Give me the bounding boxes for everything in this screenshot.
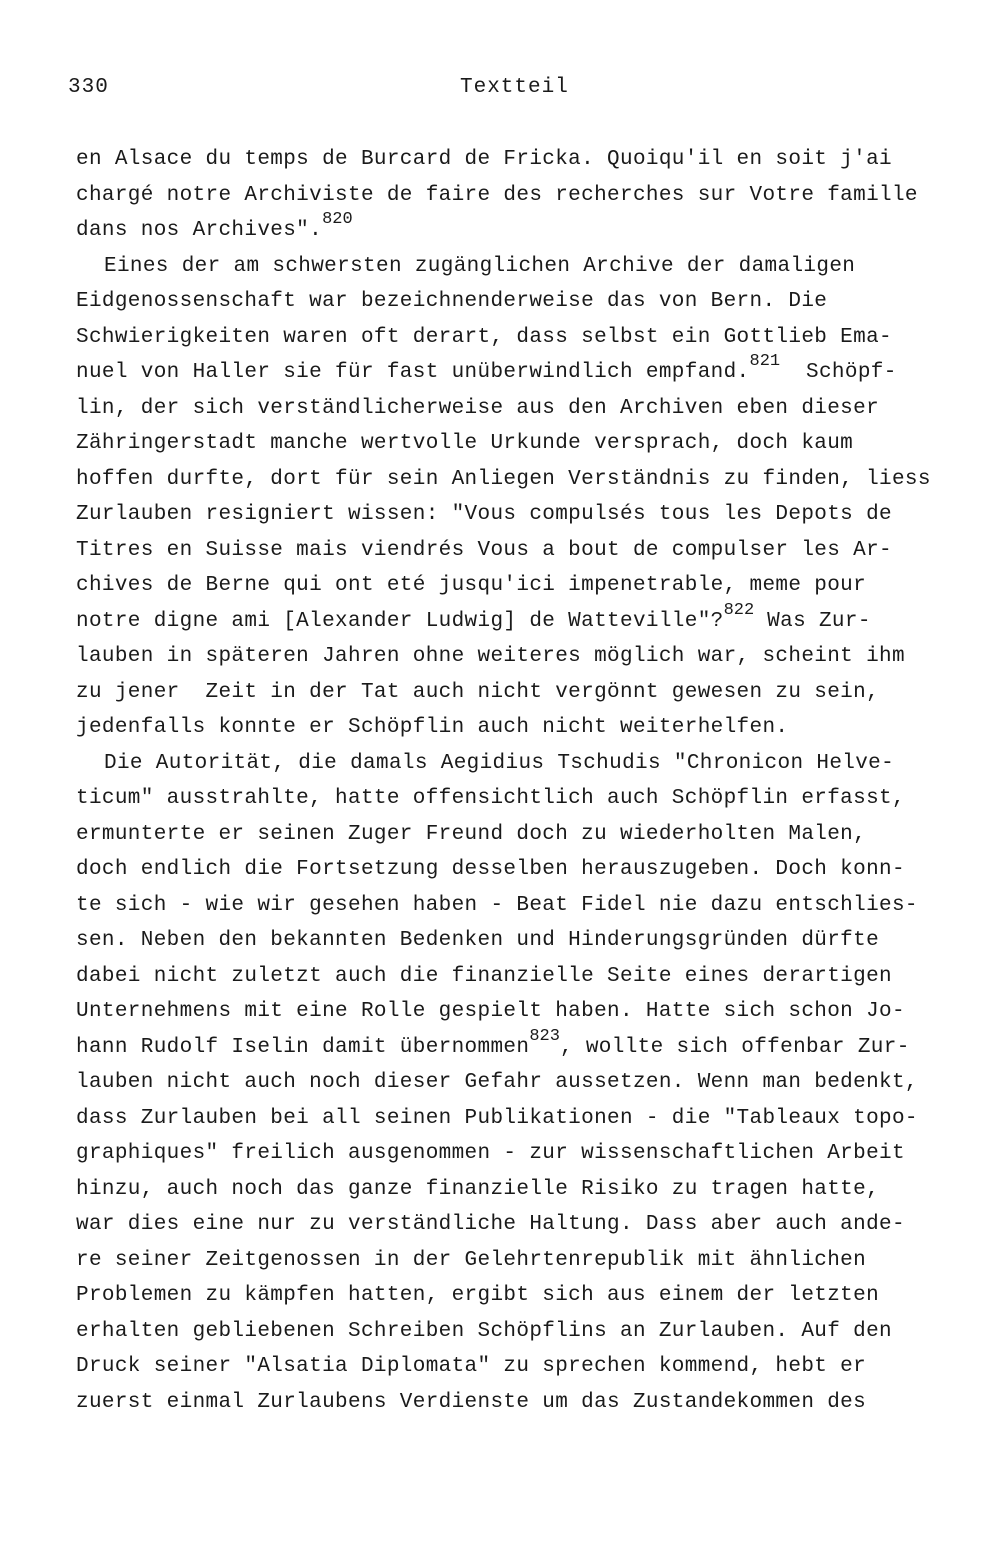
line-text: nuel von Haller sie für fast unüberwindlich empfand. [76, 361, 750, 384]
text-line [76, 1026, 976, 1066]
text-line [76, 1349, 976, 1385]
text-line [76, 600, 976, 640]
text-line [76, 1101, 976, 1137]
text-line [76, 1314, 976, 1350]
text-line [76, 1136, 976, 1172]
line-text: doch endlich die Fortsetzung desselben herauszugeben. Doch konn- [76, 858, 905, 881]
text-line [76, 746, 976, 782]
text-line [76, 1385, 976, 1421]
line-text: erhalten gebliebenen Schreiben Schöpflins an Zurlauben. Auf den [76, 1319, 892, 1343]
line-text: Zähringerstadt manche wertvolle Urkunde versprach, doch kaum [76, 432, 854, 455]
text-line [76, 142, 976, 178]
line-text: chargé notre Archiviste de faire des recherches sur Votre famille [76, 183, 918, 207]
text-line [76, 1278, 976, 1314]
line-text: Problemen zu kämpfen hatten, ergibt sich aus einem der letzten [76, 1284, 880, 1307]
footnote-reference: 823 [529, 1026, 560, 1046]
line-text: hinzu, auch noch das ganze finanzielle Risiko zu tragen hatte, [76, 1177, 880, 1201]
line-text: hoffen durfte, dort für sein Anliegen Verständnis zu finden, liess [76, 467, 931, 491]
text-line [76, 249, 976, 285]
line-text: te sich - wie wir gesehen haben - Beat Fidel nie dazu entschlies- [76, 893, 918, 917]
running-head: Textteil [460, 76, 569, 99]
text-line [76, 923, 976, 959]
line-text: war dies eine nur zu verständliche Haltung. Dass aber auch ande- [76, 1213, 905, 1236]
line-text-continuation: Schöpf- [780, 361, 897, 384]
text-line [76, 210, 976, 249]
line-text-continuation: , wollte sich offenbar Zur- [559, 1035, 910, 1059]
line-text: Druck seiner "Alsatia Diplomata" zu sprechen kommend, hebt er [76, 1355, 867, 1378]
line-text: sen. Neben den bekannten Bedenken und Hinderungsgründen dürfte [76, 929, 880, 952]
line-text: Unternehmens mit eine Rolle gespielt haben. Hatte sich schon Jo- [76, 1000, 905, 1023]
text-line [76, 959, 976, 995]
text-line [76, 675, 976, 711]
text-line [76, 852, 976, 888]
text-line [76, 639, 976, 675]
line-text: lauben nicht auch noch dieser Gefahr aussetzen. Wenn man bedenkt, [76, 1071, 918, 1094]
text-line [76, 497, 976, 533]
line-text: Eidgenossenschaft war bezeichnenderweise das von Bern. Die [76, 290, 828, 313]
line-text-continuation: Was Zur- [754, 609, 871, 633]
text-line [76, 888, 976, 924]
footnote-reference: 821 [749, 352, 781, 371]
line-text: ermunterte er seinen Zuger Freund doch zu wiederholten Malen, [76, 822, 867, 846]
text-line [76, 533, 976, 569]
line-text: lin, der sich verständlicherweise aus den Archiven eben dieser [76, 396, 880, 420]
line-text: jedenfalls konnte er Schöpflin auch nicht weiterhelfen. [76, 716, 789, 739]
text-line [76, 284, 976, 320]
text-line [76, 1172, 976, 1208]
line-text: hann Rudolf Iselin damit übernommen [76, 1035, 530, 1059]
line-text: dans nos Archives". [76, 219, 323, 242]
text-line [76, 994, 976, 1030]
line-text: notre digne ami [Alexander Ludwig] de Watteville"? [76, 609, 724, 633]
line-text: zu jener Zeit in der Tat auch nicht vergönnt gewesen zu sein, [76, 680, 880, 704]
line-text: graphiques" freilich ausgenommen - zur wissenschaftlichen Arbeit [76, 1142, 905, 1165]
line-text: en Alsace du temps de Burcard de Fricka. Quoiqu'il en soit j'ai [76, 148, 892, 171]
text-line [76, 352, 976, 391]
page-header [0, 76, 1000, 102]
line-text: chives de Berne qui ont eté jusqu'ici impenetrable, meme pour [76, 574, 867, 597]
page-number: 330 [68, 76, 109, 99]
body-text [76, 142, 976, 1420]
footnote-reference: 820 [322, 210, 353, 229]
text-line [76, 178, 976, 214]
text-line [76, 320, 976, 356]
text-line [76, 817, 976, 853]
line-text: dabei nicht zuletzt auch die finanzielle Seite eines derartigen [76, 964, 892, 988]
line-text: dass Zurlauben bei all seinen Publikationen - die "Tableaux topo- [76, 1106, 918, 1130]
line-text: Schwierigkeiten waren oft derart, dass selbst ein Gottlieb Ema- [76, 325, 892, 349]
line-text: ticum" ausstrahlte, hatte offensichtlich auch Schöpflin erfasst, [76, 787, 905, 810]
footnote-reference: 822 [723, 600, 755, 620]
line-text: zuerst einmal Zurlaubens Verdienste um das Zustandekommen des [76, 1390, 867, 1414]
text-line [76, 568, 976, 604]
text-line [76, 1065, 976, 1101]
text-line [76, 1207, 976, 1243]
line-text: re seiner Zeitgenossen in der Gelehrtenrepublik mit ähnlichen [76, 1248, 867, 1272]
text-line [76, 391, 976, 427]
text-line [76, 462, 976, 498]
text-line [76, 426, 976, 462]
line-text: Eines der am schwersten zugänglichen Archive der damaligen [104, 254, 856, 278]
text-line [76, 1243, 976, 1279]
line-text: Zurlauben resigniert wissen: "Vous compulsés tous les Depots de [76, 503, 892, 526]
line-text: Die Autorität, die damals Aegidius Tschudis "Chronicon Helve- [104, 751, 895, 775]
text-line [76, 781, 976, 817]
line-text: Titres en Suisse mais viendrés Vous a bout de compulser les Ar- [76, 538, 892, 562]
text-line [76, 710, 976, 746]
line-text: lauben in späteren Jahren ohne weiteres möglich war, scheint ihm [76, 645, 905, 668]
